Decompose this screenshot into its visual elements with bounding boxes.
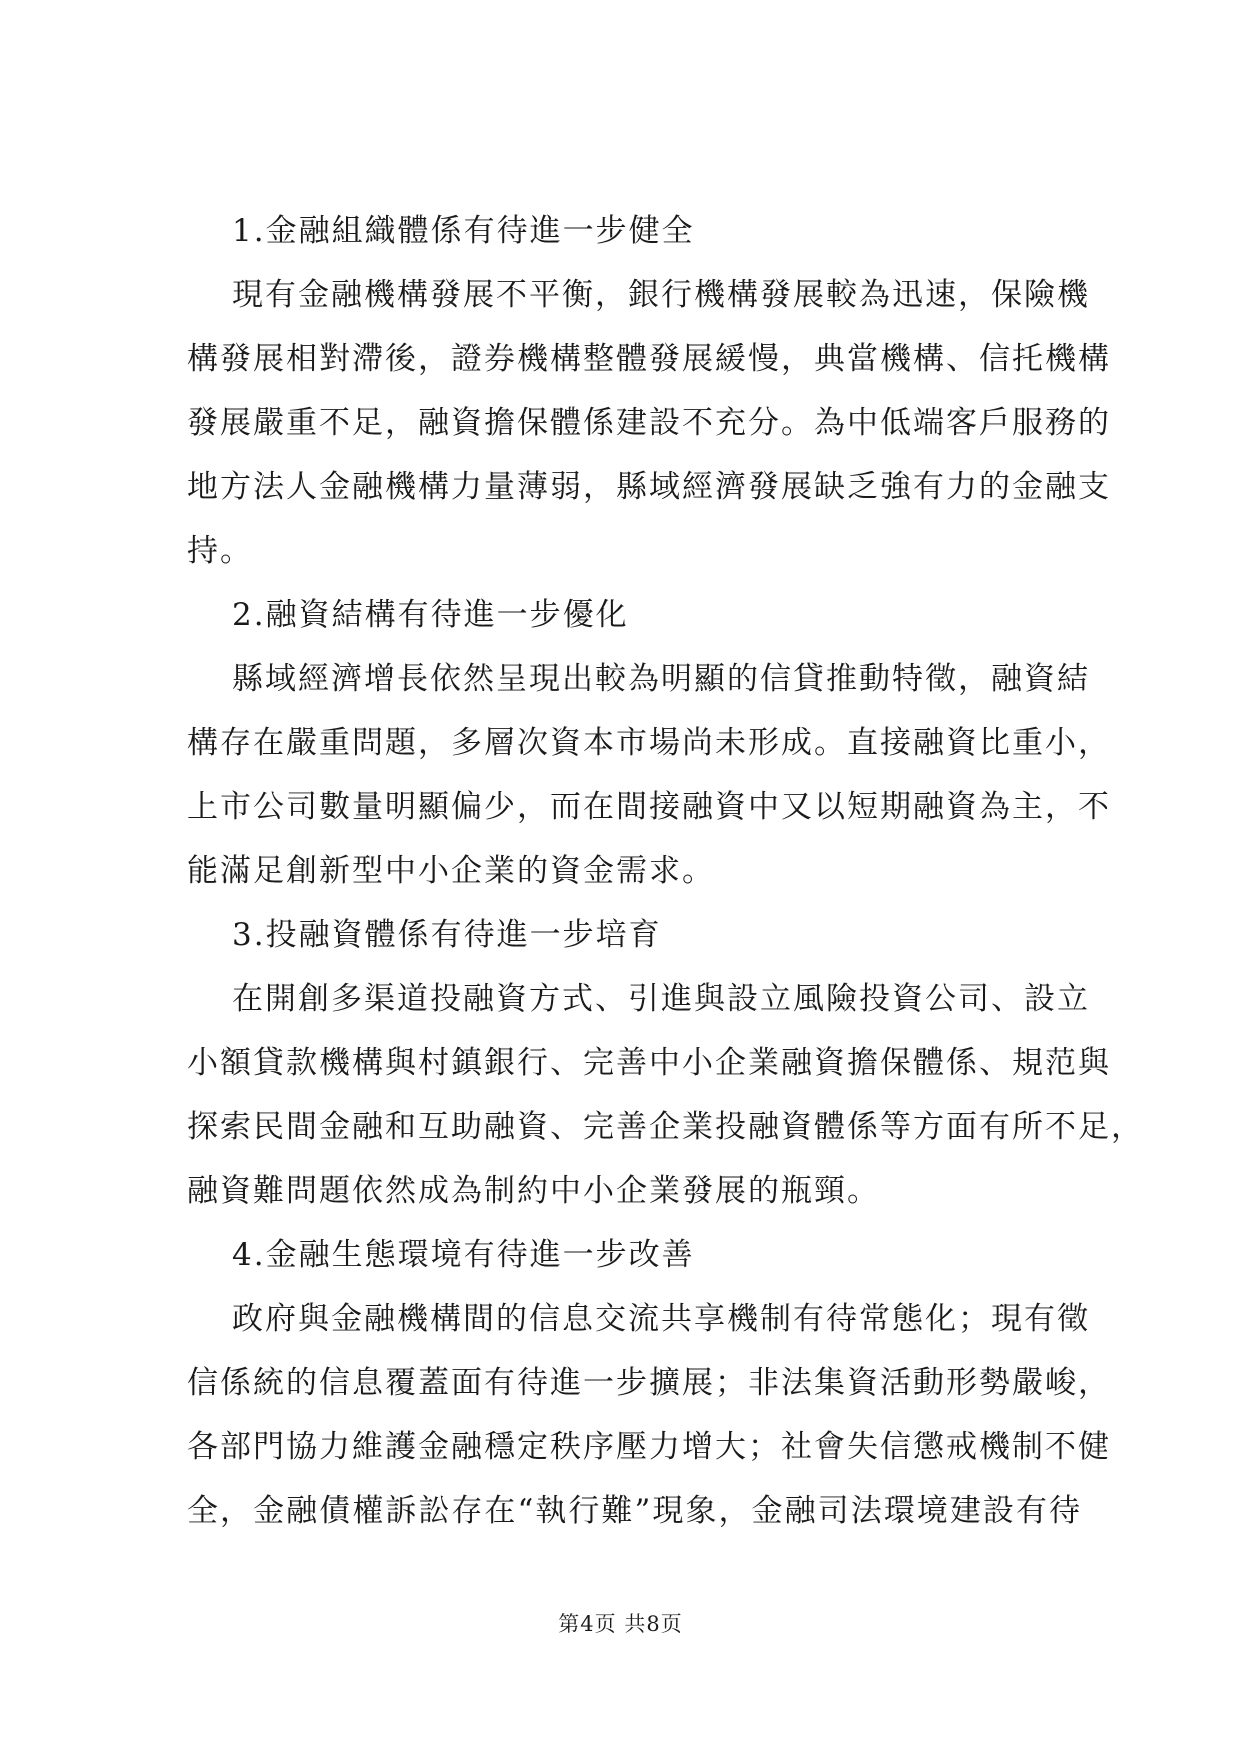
paragraph-3-line-2: 小額貸款機構與村鎮銀行、完善中小企業融資擔保體係、規范與 xyxy=(187,1045,1111,1081)
paragraph-3-line-3: 探索民間金融和互助融資、完善企業投融資體係等方面有所不足， xyxy=(187,1109,1144,1145)
paragraph-3-line-1: 在開創多渠道投融資方式、引進與設立風險投資公司、設立 xyxy=(232,981,1090,1017)
paragraph-1-line-1: 現有金融機構發展不平衡，銀行機構發展較為迅速，保險機 xyxy=(232,277,1090,313)
paragraph-4-line-4: 全，金融債權訴訟存在“執行難”現象，金融司法環境建設有待 xyxy=(187,1493,1082,1529)
heading-3: 3.投融資體係有待進一步培育 xyxy=(232,917,662,953)
heading-1: 1.金融組織體係有待進一步健全 xyxy=(232,213,695,249)
paragraph-1-line-3: 發展嚴重不足，融資擔保體係建設不充分。為中低端客戶服務的 xyxy=(187,405,1111,441)
paragraph-4-line-2: 信係統的信息覆蓋面有待進一步擴展；非法集資活動形勢嚴峻， xyxy=(187,1365,1111,1401)
heading-2: 2.融資結構有待進一步優化 xyxy=(232,597,629,633)
paragraph-3-line-4: 融資難問題依然成為制約中小企業發展的瓶頸。 xyxy=(187,1173,880,1209)
paragraph-4-line-1: 政府與金融機構間的信息交流共享機制有待常態化；現有徵 xyxy=(232,1301,1090,1337)
paragraph-1-line-5: 持。 xyxy=(187,533,253,569)
paragraph-1-line-4: 地方法人金融機構力量薄弱，縣域經濟發展缺乏強有力的金融支 xyxy=(187,469,1111,505)
paragraph-2-line-3: 上市公司數量明顯偏少，而在間接融資中又以短期融資為主，不 xyxy=(187,789,1111,825)
paragraph-2-line-4: 能滿足創新型中小企業的資金需求。 xyxy=(187,853,715,889)
page-number-footer: 第4页 共8页 xyxy=(558,1612,683,1636)
paragraph-4-line-3: 各部門協力維護金融穩定秩序壓力增大；社會失信懲戒機制不健 xyxy=(187,1429,1111,1465)
paragraph-2-line-2: 構存在嚴重問題，多層次資本市場尚未形成。直接融資比重小， xyxy=(187,725,1111,761)
paragraph-1-line-2: 構發展相對滯後，證券機構整體發展緩慢，典當機構、信托機構 xyxy=(187,341,1111,377)
heading-4: 4.金融生態環境有待進一步改善 xyxy=(232,1237,695,1273)
paragraph-2-line-1: 縣域經濟增長依然呈現出較為明顯的信貸推動特徵，融資結 xyxy=(232,661,1090,697)
